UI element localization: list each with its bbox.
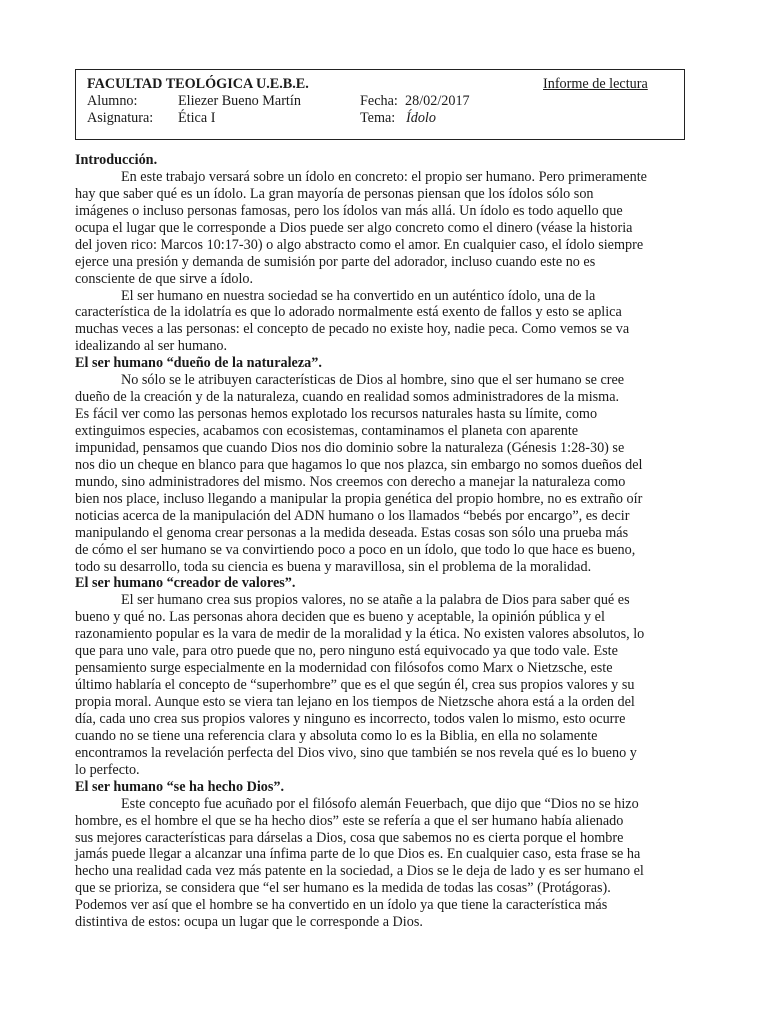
paragraph-line: imágenes o incluso personas famosas, pero los ídolos van más allá. Un ídolo es todo aquello que <box>75 202 623 219</box>
header-row-faculty <box>87 76 674 93</box>
paragraph-line: jamás puede llegar a alcanzar una ínfima parte de lo que Dios es. En cualquier caso, esta frase se ha <box>75 846 641 863</box>
paragraph-line: Es fácil ver como las personas hemos explotado los recursos naturales hasta su límite, como <box>75 406 598 423</box>
paragraph-line: mundo, sino administradores del mismo. Nos creemos con derecho a manejar la naturaleza como <box>75 473 626 490</box>
paragraph-line: que se prioriza, se considera que “el ser humano es la medida de todas las cosas” (Protágoras). <box>75 880 611 897</box>
paragraph-line: pensamiento surge especialmente en la modernidad con filósofos como Marx o Nietzsche, este <box>75 660 613 677</box>
section-heading: El ser humano “dueño de la naturaleza”. <box>75 355 322 372</box>
paragraph-line: de cómo el ser humano se va convirtiendo poco a poco en un ídolo, que todo lo que hace es bueno, <box>75 541 636 558</box>
paragraph-line: que para uno vale, para otro puede que no, pero ninguno está equivocado ya que todo vale. Este <box>75 643 618 660</box>
paragraph-line: último hablaría el concepto de “superhombre” que es el que según él, crea sus propios valores y su <box>75 677 635 694</box>
subject-value: Ética I <box>178 110 216 126</box>
section-heading: El ser humano “creador de valores”. <box>75 575 296 592</box>
paragraph-line: ejerce una presión y demanda de sumisión por parte del adorador, incluso cuando este no es <box>75 253 596 270</box>
paragraph-line: En este trabajo versará sobre un ídolo en concreto: el propio ser humano. Pero primeramente <box>121 168 647 185</box>
faculty-name: FACULTAD TEOLÓGICA U.E.B.E. <box>87 76 309 92</box>
paragraph-line: hombre, es el hombre el que se ha hecho dios” este se refería a que el ser humano había alienado <box>75 812 624 829</box>
paragraph-line: nos dio un cheque en blanco para que hagamos lo que nos plazca, sin embargo no somos dueños del <box>75 456 643 473</box>
section-heading: El ser humano “se ha hecho Dios”. <box>75 778 285 795</box>
paragraph-line: No sólo se le atribuyen características de Dios al hombre, sino que el ser humano se cree <box>121 372 625 389</box>
paragraph-line: razonamiento popular es la vara de medir de la moralidad y la ética. No existen valores absolutos, lo <box>75 626 645 643</box>
paragraph-line: característica de la idolatría es que lo adorado normalmente está exento de fallos y esto se aplica <box>75 304 622 321</box>
student-name: Eliezer Bueno Martín <box>178 93 301 109</box>
paragraph-line: manipulando el genoma crear personas a la medida deseada. Estas cosas son sólo una prueba más <box>75 524 629 541</box>
paragraph-line: encontramos la revelación perfecta del Dios vivo, sino que también se nos revela qué es lo bueno y <box>75 744 637 761</box>
paragraph-line: dueño de la creación y de la naturaleza, cuando en realidad somos administradores de la misma. <box>75 389 620 406</box>
date-value: 28/02/2017 <box>405 93 470 109</box>
document-body <box>75 152 695 931</box>
paragraph-line: noticias acerca de la manipulación del ADN humano o los llamados “bebés por encargo”, es decir <box>75 507 630 524</box>
paragraph-line: extinguimos especies, acabamos con ecosistemas, contaminamos el planeta con aparente <box>75 423 579 439</box>
paragraph-line: hecho una realidad cada vez más patente en la sociedad, a Dios se le deja de lado y es ser humano el <box>75 863 644 880</box>
paragraph-line: bueno y qué no. Las personas ahora deciden que es bueno y aceptable, la opinión pública y el <box>75 609 605 626</box>
paragraph-line: distintiva de estos: ocupa un lugar que le corresponde a Dios. <box>75 914 423 931</box>
header-row-student <box>87 93 674 110</box>
paragraph-line: ocupa el lugar que le corresponde a Dios puede ser algo concreto como el dinero (véase la historia <box>75 219 633 236</box>
paragraph-line: El ser humano en nuestra sociedad se ha convertido en un auténtico ídolo, una de la <box>121 287 596 304</box>
paragraph-line: impunidad, pensamos que cuando Dios nos dio dominio sobre la naturaleza (Génesis 1:28-30) se <box>75 439 625 456</box>
report-type: Informe de lectura <box>543 76 648 92</box>
paragraph-line: lo perfecto. <box>75 761 140 778</box>
paragraph-line: día, cada uno crea sus propios valores y ninguno es incorrecto, todos valen lo mismo, esto ocurre <box>75 710 626 727</box>
student-label: Alumno: <box>87 93 138 109</box>
paragraph-line: cuando no se tiene una referencia clara y absoluta como lo es la Biblia, en ella no solamente <box>75 727 598 744</box>
paragraph-line: propia moral. Aunque esto se viera tan lejano en los tiempos de Nietzsche ahora está a la orden del <box>75 694 635 710</box>
date-label: Fecha: <box>360 93 398 109</box>
paragraph-line: Podemos ver así que el hombre se ha convertido en un ídolo ya que tiene la característica más <box>75 897 608 914</box>
paragraph-line: idealizando al ser humano. <box>75 338 228 355</box>
section-heading: Introducción. <box>75 152 158 168</box>
paragraph-line: consciente de que sirve a ídolo. <box>75 270 254 287</box>
paragraph-line: El ser humano crea sus propios valores, no se atañe a la palabra de Dios para saber qué es <box>121 592 630 609</box>
paragraph-line: del joven rico: Marcos 10:17-30) o algo abstracto como el amor. En cualquier caso, el ídolo siempre <box>75 236 644 253</box>
header-row-subject <box>87 110 674 127</box>
subject-label: Asignatura: <box>87 110 154 126</box>
paragraph-line: sus mejores características para dárselas a Dios, cosa que sabemos no es cierta porque el hombre <box>75 829 624 846</box>
paragraph-line: hay que saber qué es un ídolo. La gran mayoría de personas piensan que los ídolos sólo son <box>75 185 594 202</box>
paragraph-line: Este concepto fue acuñado por el filósofo alemán Feuerbach, que dijo que “Dios no se hizo <box>121 795 639 812</box>
paragraph-line: bien nos place, incluso llegando a manipular la propia genética del propio hombre, no es extraño oír <box>75 490 643 507</box>
topic-label: Tema: <box>360 110 396 126</box>
paragraph-line: muchas veces a las personas: el concepto de pecado no existe hoy, nadie peca. Como vemos se va <box>75 321 630 338</box>
paragraph-line: todo su desarrollo, toda su ciencia es buena y maravillosa, sin el problema de la moralidad. <box>75 558 592 575</box>
topic-value: Ídolo <box>406 110 436 126</box>
document-header-box <box>75 69 685 140</box>
